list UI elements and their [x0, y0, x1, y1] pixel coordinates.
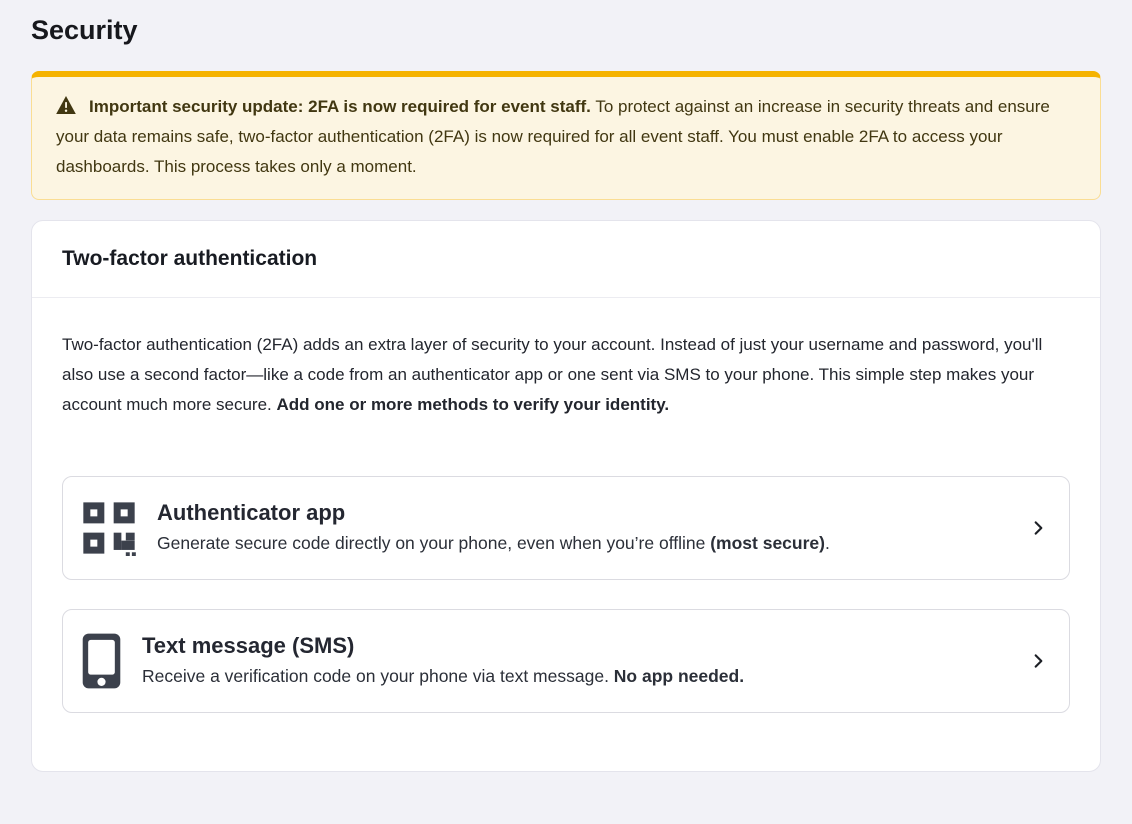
method-text [142, 631, 1014, 691]
method-title: Authenticator app [157, 500, 346, 525]
method-description-after: . [824, 533, 830, 553]
chevron-right-icon [1030, 517, 1047, 539]
alert-body: To protect against an increase in security threats and ensure your data remains safe, two-factor authentication (2FA) is now required for all event staff. You must enable 2FA to access your dashboards. This process takes only a moment. [56, 97, 1050, 176]
description-text: Two-factor authentication (2FA) adds an extra layer of security to your account. Instead of just your username and password, you'll also use a second factor—like a code from an authenticator app or one sent via SMS to your phone. This simple step makes your account much more secure. [62, 335, 1043, 414]
method-description-text: Receive a verification code on your phone via text message. [142, 666, 614, 686]
warning-triangle-icon [56, 94, 76, 112]
card-title: Two-factor authentication [62, 247, 318, 270]
chevron-right-icon [1030, 650, 1047, 672]
method-text [157, 498, 1014, 558]
method-description-bold: (most secure) [710, 533, 825, 553]
phone-icon [81, 629, 122, 693]
qr-code-icon [81, 500, 137, 556]
security-alert-banner [31, 71, 1101, 200]
card-header [32, 221, 1100, 298]
method-title: Text message (SMS) [142, 633, 355, 658]
description-bold-text: Add one or more methods to verify your identity. [276, 395, 670, 414]
card-body [32, 298, 1100, 771]
method-description-text: Generate secure code directly on your phone, even when you’re offline [157, 533, 711, 553]
two-factor-card [31, 220, 1101, 772]
two-factor-description [62, 330, 1070, 420]
method-description [142, 661, 1014, 691]
method-row-authenticator-app[interactable] [62, 476, 1070, 580]
page-title: Security [31, 15, 138, 45]
method-description-bold: No app needed. [613, 666, 745, 686]
method-row-text-message-sms[interactable] [62, 609, 1070, 713]
alert-title: Important security update: 2FA is now required for event staff. [89, 97, 591, 116]
method-description [157, 528, 1014, 558]
